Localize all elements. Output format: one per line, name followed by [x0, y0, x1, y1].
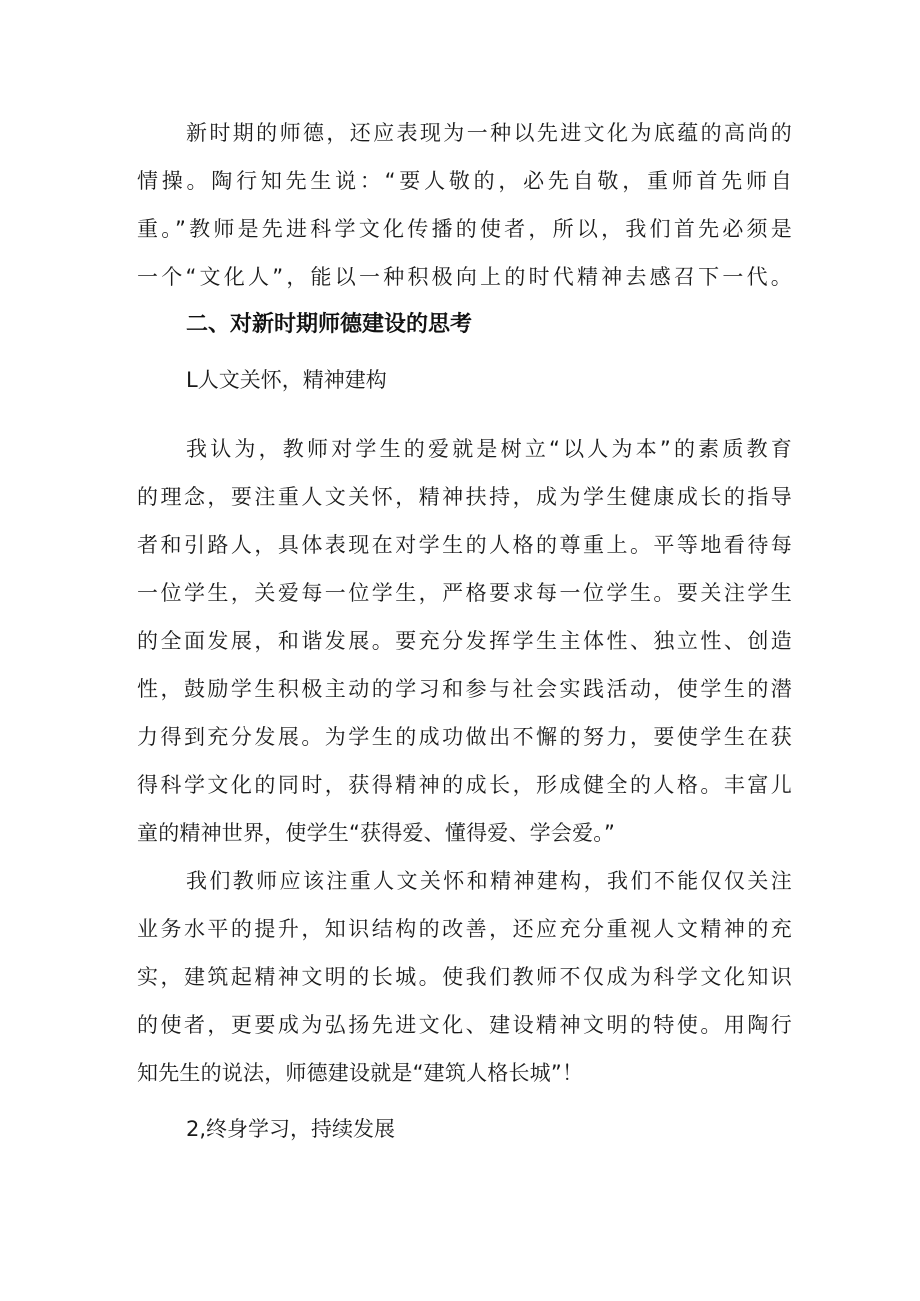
- paragraph-1-line-3: 重。”教师是先进科学文化传播的使者，所以，我们首先必须是: [137, 217, 792, 241]
- paragraph-3-line-3: 实，建筑起精神文明的长城。使我们教师不仅成为科学文化知识: [137, 965, 792, 989]
- paragraph-3-line-5: 知先生的说法，师德建设就是“建筑人格长城”！: [137, 1061, 584, 1085]
- paragraph-2-line-9: 童的精神世界，使学生“获得爱、懂得爱、学会爱。”: [137, 821, 616, 845]
- paragraph-3-line-4: 的使者，更要成为弘扬先进文化、建设精神文明的特使。用陶行: [137, 1013, 792, 1037]
- paragraph-2-line-5: 的全面发展，和谐发展。要充分发挥学生主体性、独立性、创造: [137, 629, 792, 653]
- paragraph-2-line-1: 我认为，教师对学生的爱就是树立“以人为本”的素质教育: [186, 437, 792, 461]
- paragraph-3-line-2: 业务水平的提升，知识结构的改善，还应充分重视人文精神的充: [137, 917, 792, 941]
- paragraph-1-line-1: 新时期的师德，还应表现为一种以先进文化为底蕴的高尚的: [186, 121, 792, 145]
- paragraph-2-line-8: 得科学文化的同时，获得精神的成长，形成健全的人格。丰富儿: [137, 773, 792, 797]
- subheading-1: L人文关怀，精神建构: [186, 368, 387, 392]
- paragraph-1-line-4: 一个“文化人”，能以一种积极向上的时代精神去感召下一代。: [137, 265, 792, 289]
- paragraph-2-line-4: 一位学生，关爱每一位学生，严格要求每一位学生。要关注学生: [137, 581, 792, 605]
- paragraph-2-line-2: 的理念，要注重人文关怀，精神扶持，成为学生健康成长的指导: [137, 485, 792, 509]
- paragraph-2-line-6: 性，鼓励学生积极主动的学习和参与社会实践活动，使学生的潜: [137, 677, 792, 701]
- paragraph-1-line-2: 情操。陶行知先生说：“要人敬的，必先自敬，重师首先师自: [137, 169, 792, 193]
- paragraph-2-line-7: 力得到充分发展。为学生的成功做出不懈的努力，要使学生在获: [137, 725, 792, 749]
- paragraph-2-line-3: 者和引路人，具体表现在对学生的人格的尊重上。平等地看待每: [137, 533, 792, 557]
- subheading-2: 2,终身学习，持续发展: [186, 1117, 396, 1141]
- section-heading: 二、对新时期师德建设的思考: [186, 312, 473, 337]
- paragraph-3-line-1: 我们教师应该注重人文关怀和精神建构，我们不能仅仅关注: [186, 869, 792, 893]
